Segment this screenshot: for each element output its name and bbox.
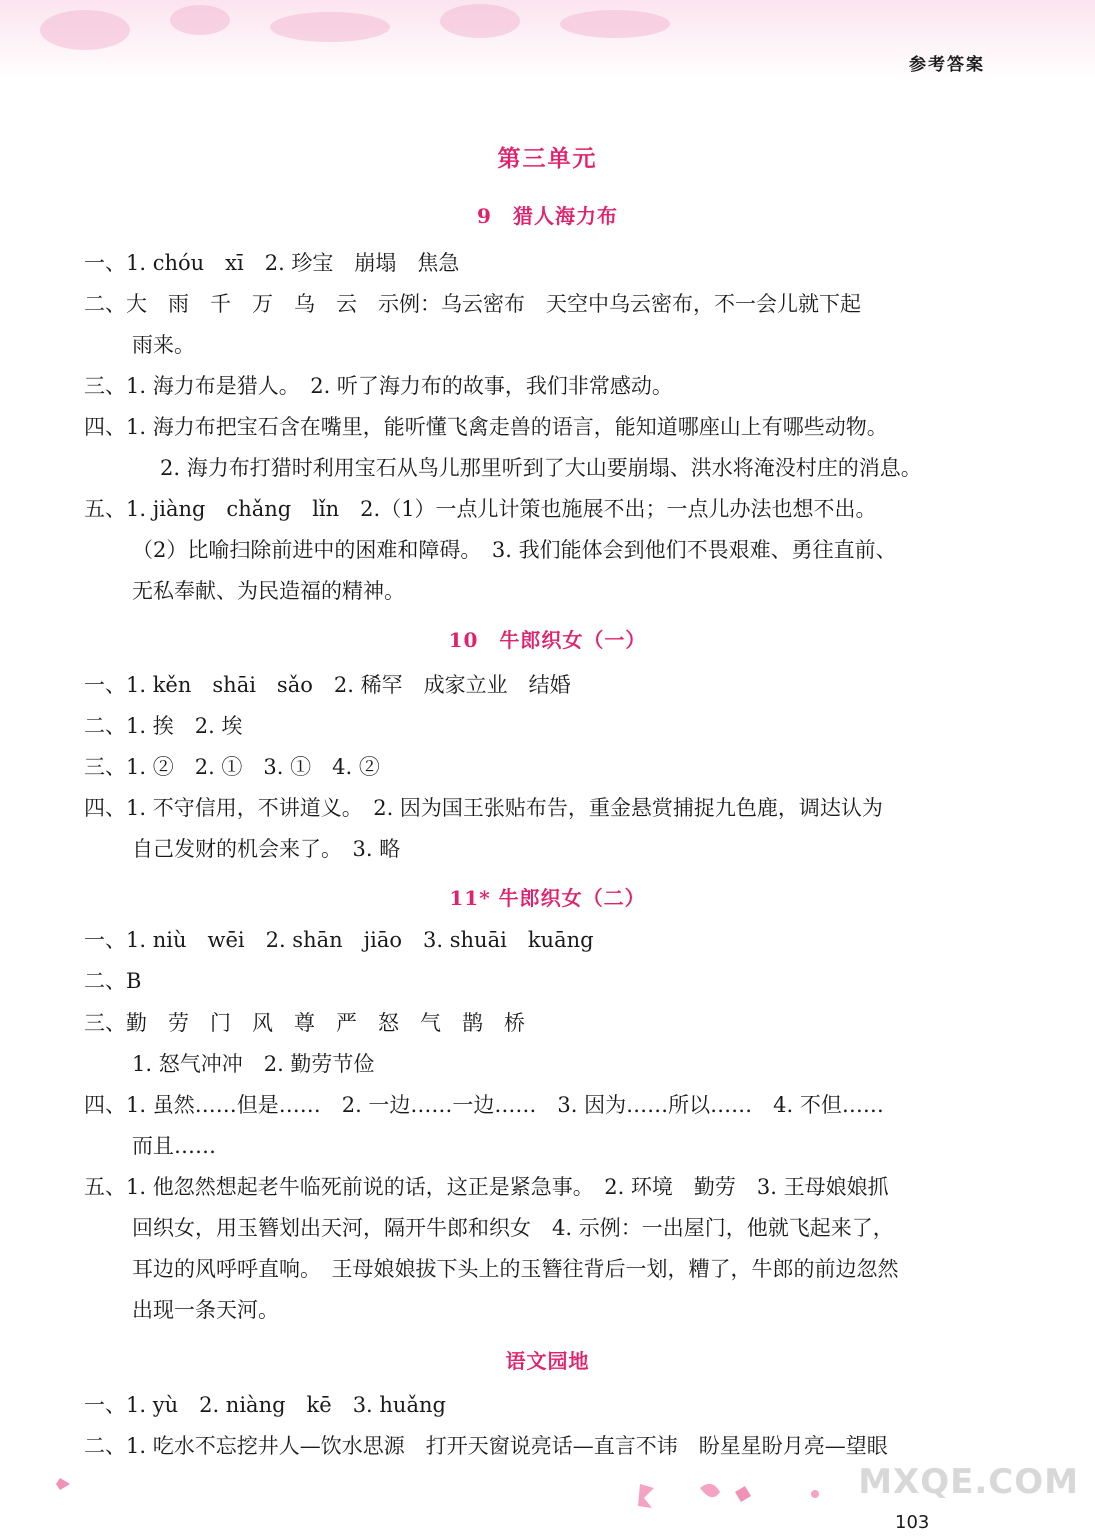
answer-line: 一、1. yù 2. niàng kē 3. huǎng	[84, 1393, 446, 1417]
lesson-title: 10 牛郎织女（一）	[448, 628, 647, 652]
answer-line: 耳边的风呼呼直响。 王母娘娘拔下头上的玉簪往背后一划，糟了，牛郎的前边忽然	[132, 1257, 899, 1281]
page-header-label: 参考答案	[909, 55, 985, 75]
flower-icon	[700, 1484, 720, 1497]
watermark-logo: MXQE.COM	[858, 1462, 1079, 1502]
decoration-blob	[440, 4, 520, 38]
flower-icon	[56, 1478, 70, 1490]
answer-line: 四、1. 海力布把宝石含在嘴里，能听懂飞禽走兽的语言，能知道哪座山上有哪些动物。	[84, 415, 888, 439]
answer-line: 2. 海力布打猎时利用宝石从鸟儿那里听到了大山要崩塌、洪水将淹没村庄的消息。	[160, 456, 922, 480]
answer-line: 一、1. niù wēi 2. shān jiāo 3. shuāi kuāng	[84, 928, 594, 952]
answer-line: 二、大 雨 千 万 乌 云 示例：乌云密布 天空中乌云密布，不一会儿就下起	[84, 292, 861, 316]
answer-line: 回织女，用玉簪划出天河，隔开牛郎和织女 4. 示例：一出屋门，他就飞起来了，	[132, 1216, 894, 1240]
answer-line: 五、1. jiàng chǎng lǐn 2.（1）一点儿计策也施展不出；一点儿办法也想不出。	[84, 497, 877, 521]
answer-line: 二、1. 吃水不忘挖井人—饮水思源 打开天窗说亮话—直言不讳 盼星星盼月亮—望眼	[84, 1434, 888, 1458]
answer-line: 1. 怒气冲冲 2. 勤劳节俭	[132, 1052, 375, 1076]
page-number: 103	[895, 1512, 930, 1533]
dot-icon	[811, 1490, 819, 1498]
lesson-title: 语文园地	[505, 1349, 590, 1373]
answer-line: 出现一条天河。	[132, 1298, 279, 1322]
answer-line: 雨来。	[132, 333, 195, 357]
lesson-title: 11* 牛郎织女（二）	[449, 886, 646, 910]
answer-line: 一、1. chóu xī 2. 珍宝 崩塌 焦急	[84, 251, 460, 275]
answer-line: 四、1. 虽然……但是…… 2. 一边……一边…… 3. 因为……所以…… 4. 不但……	[84, 1093, 884, 1117]
decoration-blob	[40, 10, 130, 50]
flower-icon	[735, 1486, 751, 1502]
flower-icon	[638, 1484, 654, 1508]
decoration-blob	[560, 10, 670, 38]
answer-line: 自己发财的机会来了。 3. 略	[132, 837, 401, 861]
answer-line: （2）比喻扫除前进中的困难和障碍。 3. 我们能体会到他们不畏艰难、勇往直前、	[132, 538, 897, 562]
answer-line: 而且……	[132, 1134, 216, 1158]
answer-line: 三、1. ② 2. ① 3. ① 4. ②	[84, 755, 380, 779]
answer-line: 三、勤 劳 门 风 尊 严 怒 气 鹊 桥	[84, 1011, 525, 1035]
answer-line: 五、1. 他忽然想起老牛临死前说的话，这正是紧急事。 2. 环境 勤劳 3. 王母娘娘抓	[84, 1175, 889, 1199]
answer-line: 四、1. 不守信用，不讲道义。 2. 因为国王张贴布告，重金悬赏捕捉九色鹿，调达认为	[84, 796, 883, 820]
decoration-blob	[170, 5, 230, 35]
answer-line: 无私奉献、为民造福的精神。	[132, 579, 405, 603]
answer-line: 一、1. kěn shāi sǎo 2. 稀罕 成家立业 结婚	[84, 673, 571, 697]
unit-title: 第三单元	[497, 145, 598, 172]
answer-line: 三、1. 海力布是猎人。 2. 听了海力布的故事，我们非常感动。	[84, 374, 673, 398]
answer-line: 二、1. 挨 2. 埃	[84, 714, 243, 738]
lesson-title: 9 猎人海力布	[477, 204, 618, 228]
answer-line: 二、B	[84, 969, 142, 993]
decoration-blob	[270, 12, 390, 42]
